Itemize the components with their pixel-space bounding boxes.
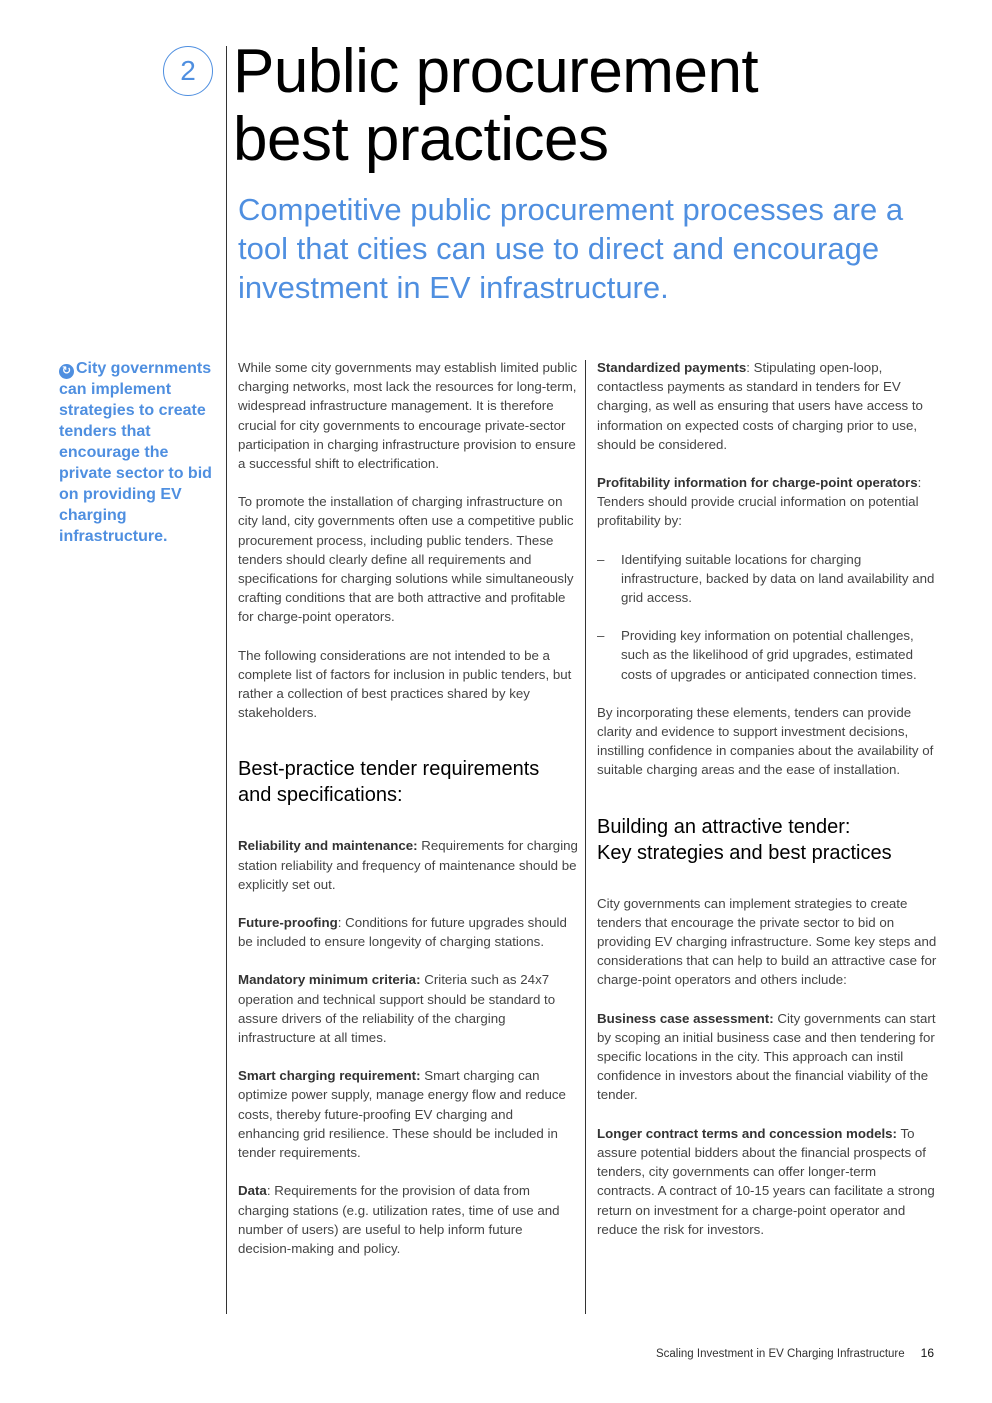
requirement-item: Future-proofing: Conditions for future upgrades should be included to ensure longevity of charging stations.: [238, 915, 567, 950]
refresh-arrow-icon: ↻: [59, 364, 74, 379]
page-footer: [656, 1346, 934, 1360]
page-title-line-2: best practices: [233, 105, 609, 174]
profitability-item: Profitability information for charge-point operators: Tenders should provide crucial information on potential profitability by:: [597, 475, 922, 529]
longer-contract-item: Longer contract terms and concession models: To assure potential bidders about the financial prospects of tenders, city governments can offer longer-term contracts. A contract of 10-15 years can facilitate a strong return on investment for a charge-point operator and reduce the risk for investors.: [597, 1125, 935, 1237]
page-title-line-1: Public procurement: [233, 37, 759, 106]
section-heading-requirements: Best-practice tender requirements and specifications:: [238, 758, 540, 807]
section-heading-attractive-tender: Building an attractive tender: Key strategies and best practices: [597, 815, 892, 864]
right-column: [597, 358, 937, 1258]
page-subtitle: Competitive public procurement processes are a tool that cities can use to direct and encourage investment in EV infrastructure.: [238, 192, 904, 305]
requirement-item: Smart charging requirement: Smart charging can optimize power supply, manage energy flow and reduce costs, thereby future-proofing EV charging and enhancing grid resilience. These should be included in tender requirements.: [238, 1068, 566, 1161]
left-column: [238, 358, 578, 1277]
intro-paragraph: The following considerations are not intended to be a complete list of factors for inclusion in public tenders, but rather a collection of best practices shared by key stakeholders.: [238, 647, 572, 721]
closing-paragraph: By incorporating these elements, tenders can provide clarity and evidence to support investment decisions, instilling confidence in companies about the availability of suitable charging areas and the ease of installation.: [597, 704, 934, 778]
chapter-number: 2: [180, 55, 196, 86]
intro-paragraph: To promote the installation of charging infrastructure on city land, city governments often use a competitive public procurement process, including public tenders. These tenders should clearly define all requirements and specifications for charging solutions while simultaneously crafting conditions that are both attractive and profitable for charge-point operators.: [238, 494, 574, 625]
footer-document-title: Scaling Investment in EV Charging Infrastructure: [655, 1348, 905, 1360]
page-title: [233, 38, 933, 174]
dash-bullet: –: [597, 551, 605, 567]
strategies-intro-paragraph: City governments can implement strategies to create tenders that encourage the private sector to bid on providing EV charging infrastructure. Some key steps and considerations that can help to build an attractive case for charge-point operators and others include:: [597, 895, 937, 988]
requirement-item: Mandatory minimum criteria: Criteria such as 24x7 operation and technical support should be standard to assure drivers of the reliability of the charging infrastructure at all times.: [238, 972, 556, 1046]
chapter-number-badge: [163, 46, 213, 96]
column-divider-line: [585, 360, 586, 1314]
sidebar-pull-quote: [59, 358, 224, 547]
pull-quote-text: City governments can implement strategies to create tenders that encourage the private sector to bid on providing EV charging infrastructure.: [59, 360, 212, 545]
requirement-item: Data: Requirements for the provision of data from charging stations (e.g. utilization rates, time of use and number of users) are useful to help inform future decision-making and policy.: [238, 1183, 560, 1256]
bullet-item: – Providing key information on potential challenges, such as the likelihood of grid upgrades, estimated costs of upgrades or anticipated connection times.: [597, 628, 917, 682]
intro-paragraph: While some city governments may establish limited public charging networks, most lack the resources for long-term, widespread infrastructure management. It is therefore crucial for city governments to encourage private-sector participation in charging infrastructure provision to ensure a successful shift to electrification.: [238, 360, 578, 472]
page-number: 16: [920, 1346, 934, 1360]
header-divider-line: [226, 46, 227, 1314]
standardized-payments-item: Standardized payments: Stipulating open-loop, contactless payments as standard in tenders for EV charging, as well as ensuring that users have access to information on expected costs of charging prior to use, should be considered.: [597, 360, 923, 452]
dash-bullet: –: [597, 628, 605, 644]
requirement-item: Reliability and maintenance: Requirements for charging station reliability and frequency of maintenance should be explicitly set out.: [238, 838, 578, 892]
bullet-item: – Identifying suitable locations for charging infrastructure, backed by data on land availability and grid access.: [597, 551, 935, 606]
business-case-item: Business case assessment: City governments can start by scoping an initial business case and then tendering for specific locations in the city. This approach can instil confidence in investors about the financial viability of the tender.: [597, 1010, 936, 1103]
